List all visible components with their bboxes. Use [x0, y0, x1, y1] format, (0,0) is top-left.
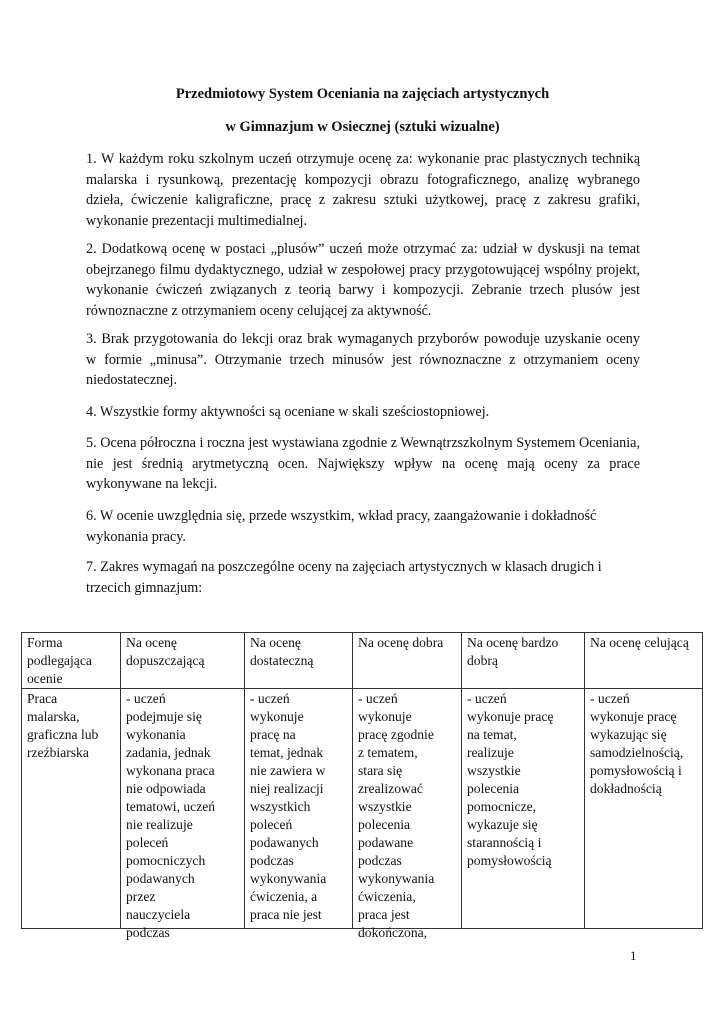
table-header-cell: Na ocenę bardzo dobrą: [462, 633, 585, 689]
paragraph-7: 7. Zakres wymagań na poszczególne oceny na zajęciach artystycznych w klasach drugich i trzecich gimnazjum:: [86, 559, 602, 596]
table-header-cell: Forma podlegająca ocenie: [22, 633, 121, 689]
table-header-row: [22, 633, 703, 689]
table-cell: - uczeń wykonuje pracę zgodnie z tematem, stara się zrealizować wszystkie polecenia podawane podczas wykonywania ćwiczenia, praca jest dokończona,: [358, 691, 435, 940]
table-header-cell: Na ocenę celującą: [585, 633, 703, 689]
table-cell: Praca malarska, graficzna lub rzeźbiarska: [27, 691, 99, 760]
table-cell: - uczeń podejmuje się wykonania zadania, jednak wykonana praca nie odpowiada tematowi, uczeń nie realizuje poleceń pomocniczych podawanych przez nauczyciela podczas: [126, 691, 216, 940]
document-title-line-1: Przedmiotowy System Oceniania na zajęciach artystycznych: [175, 86, 550, 102]
grading-requirements-table: [21, 632, 703, 940]
page-number: 1: [630, 948, 637, 963]
paragraph-1: 1. W każdym roku szkolnym uczeń otrzymuje ocenę za: wykonanie prac plastycznych techniką malarska i rysunkową, prezentację kompozycji obrazu fotograficznego, analizę wybranego dzieła, ćwiczenie kaligraficzne, pracę z zakresu sztuki użytkowej, pracę z zakresu grafiki, wykonanie prezentacji multimedialnej.: [86, 151, 640, 229]
document-title-line-2: w Gimnazjum w Osiecznej (sztuki wizualne): [225, 119, 500, 135]
table-cell: - uczeń wykonuje pracę na temat, realizuje wszystkie polecenia pomocnicze, wykazuje się starannością i pomysłowością: [467, 691, 554, 868]
table-header-cell: Na ocenę dopuszczającą: [121, 633, 245, 689]
table-header-cell: Na ocenę dostateczną: [245, 633, 353, 689]
paragraph-5: 5. Ocena półroczna i roczna jest wystawiana zgodnie z Wewnątrzszkolnym Systemem Oceniania, nie jest średnią arytmetyczną ocen. Największy wpływ na ocenę mają oceny za prace wykonywane na lekcji.: [86, 435, 640, 492]
paragraph-6: 6. W ocenie uwzględnia się, przede wszystkim, wkład pracy, zaangażowanie i dokładność wykonania pracy.: [86, 508, 597, 545]
table-cell: - uczeń wykonuje pracę na temat, jednak nie zawiera w niej realizacji wszystkich poleceń podawanych podczas wykonywania ćwiczenia, a praca nie jest: [250, 691, 327, 922]
table-header-cell: Na ocenę dobra: [353, 633, 462, 689]
paragraph-4: 4. Wszystkie formy aktywności są oceniane w skali sześciostopniowej.: [86, 404, 490, 420]
paragraph-3: 3. Brak przygotowania do lekcji oraz brak wymaganych przyborów powoduje uzyskanie oceny w formie „minusa”. Otrzymanie trzech minusów jest równoznaczne z otrzymaniem oceny niedostatecznej.: [86, 331, 640, 388]
table-row: [22, 689, 703, 929]
paragraph-2: 2. Dodatkową ocenę w postaci „plusów” uczeń może otrzymać za: udział w dyskusji na temat obejrzanego filmu dydaktycznego, udział w zespołowej pracy przygotowującej wspólny projekt, wykonanie ćwiczeń związanych z teorią barwy i kompozycji. Zebranie trzech plusów jest równoznaczne z otrzymaniem oceny celującej za aktywność.: [86, 241, 640, 319]
table-cell: - uczeń wykonuje pracę wykazując się samodzielnością, pomysłowością i dokładnością: [590, 691, 684, 796]
